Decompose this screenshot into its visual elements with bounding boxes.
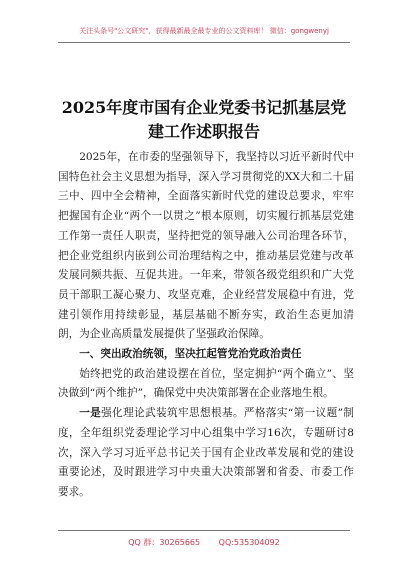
document-body (58, 148, 354, 503)
title-line-1: 2025年度市国有企业党委书记抓基层党 (61, 98, 347, 117)
title-line-2: 建工作述职报告 (147, 122, 260, 141)
intro-paragraph: 2025年，在市委的坚强领导下，我坚持以习近平新时代中国特色社会主义思想为指导，深入学习贯彻党的XX大和二十届三中、四中全会精神，全面落实新时代党的建设总要求，牢牢把握国有企业“两个一以贯之”根本原则，切实履行抓基层党建工作第一责任人职责，坚持把党的领导融入公司治理各环节，把企业党组织内嵌到公司治理结构之中，推动基层党建与改革发展同频共振、互促共进。一年来，带领各级党组织和广大党员干部职工凝心聚力、攻坚克难，企业经营发展稳中有进，党建引领作用持续彰显，基层基础不断夯实，政治生态更加清朗，为企业高质量发展提供了坚强政治保障。 (58, 151, 354, 341)
footer-contacts (0, 537, 408, 548)
footer-qq-group: QQ 群：30265665 (128, 538, 201, 547)
point-lead: 一是 (79, 407, 102, 420)
footer-divider (58, 530, 350, 531)
document-title (40, 96, 368, 144)
point-paragraph (58, 404, 354, 503)
point-text: 强化理论武装筑牢思想根基。严格落实“第一议题”制度，全年组织党委理论学习中心组集中学习16次，专题研讨8次，深入学习习近平总书记关于国有企业改革发展和党的建设重要论述，及时跟进学习中央重大决策部署和省委、市委工作要求。 (58, 407, 354, 498)
section-paragraph: 始终把党的政治建设摆在首位，坚定拥护“两个确立”、坚决做到“两个维护”，确保党中央决策部署在企业落地生根。 (58, 367, 354, 400)
section-heading: 一、突出政治统领，坚决扛起管党治党政治责任 (79, 348, 302, 361)
footer-qq: QQ:535304092 (218, 538, 280, 547)
header-divider (58, 42, 350, 43)
header-note: 关注头条号"公文研究"，获得最新最全最专业的公文资料库！ 微信：gongwenyj (79, 27, 329, 35)
